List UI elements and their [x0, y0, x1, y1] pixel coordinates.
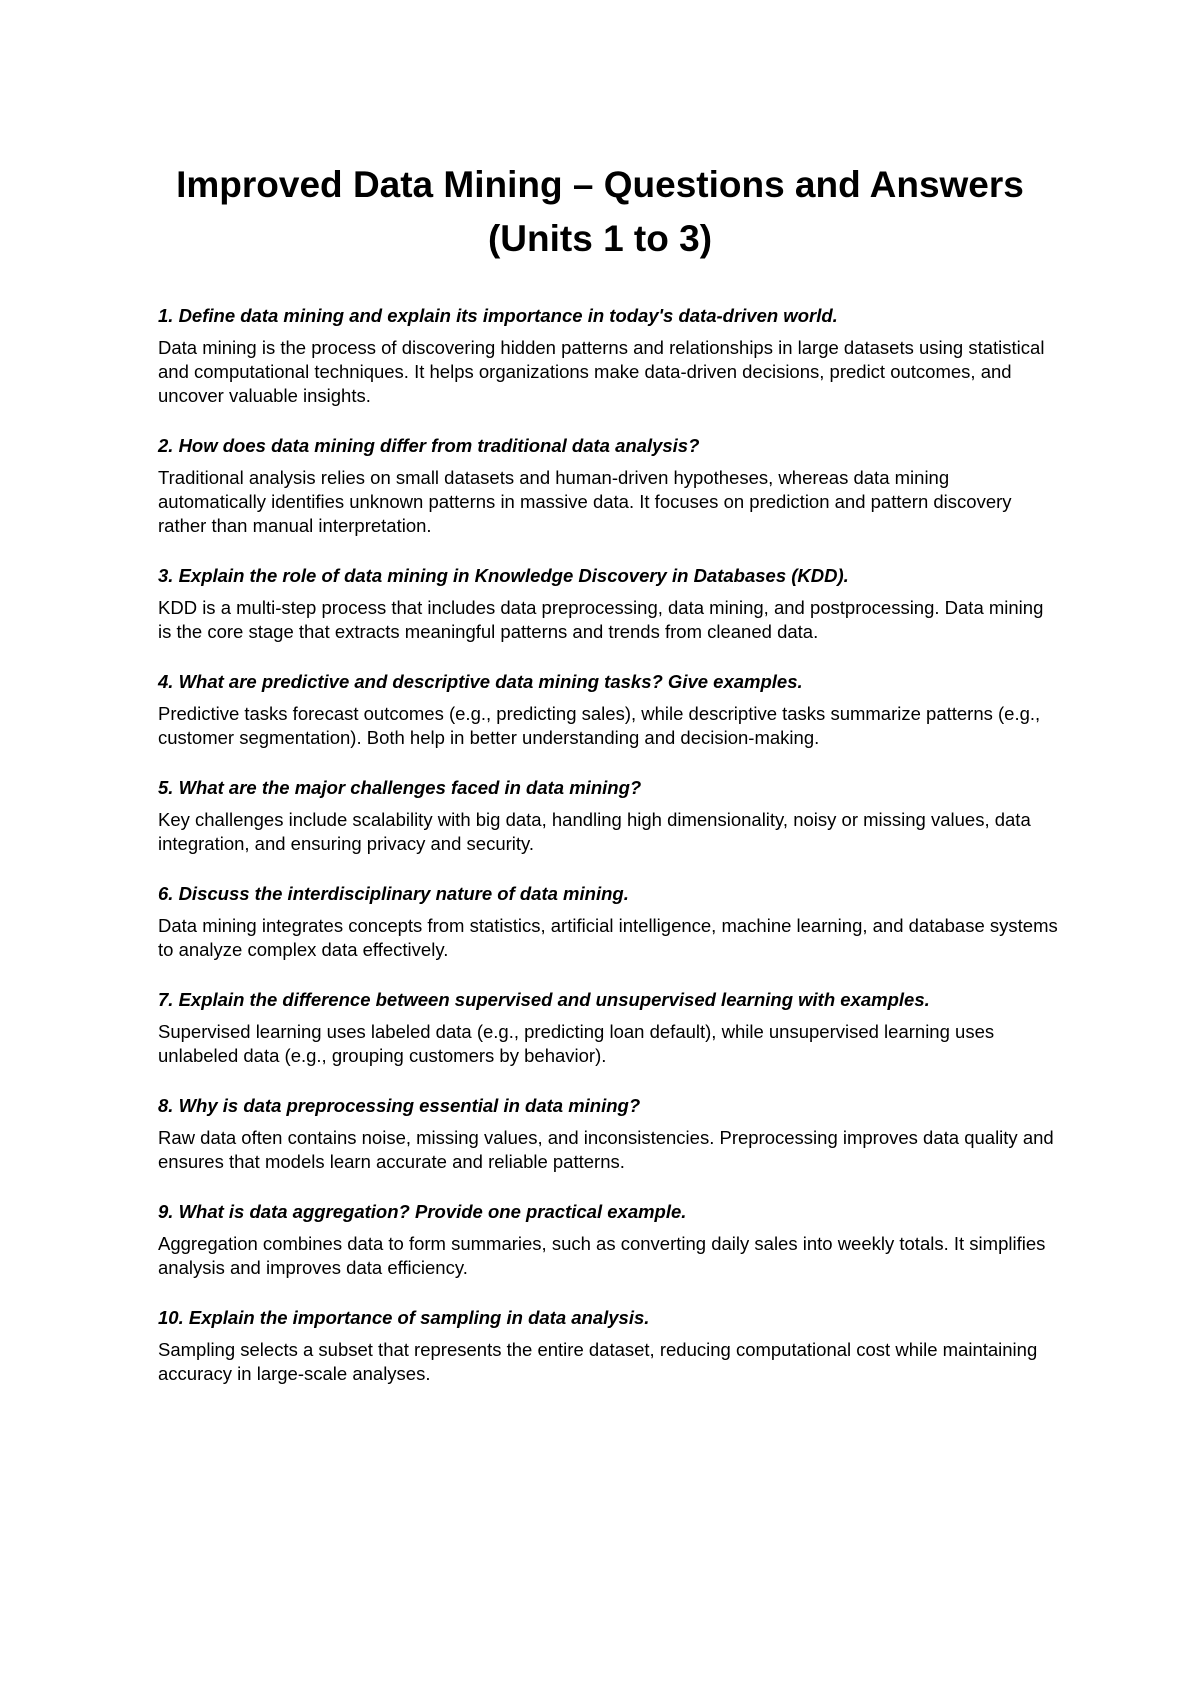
- qa-item: [158, 564, 1058, 644]
- answer: Sampling selects a subset that represents the entire dataset, reducing computational cost while maintaining accuracy in large-scale analyses.: [158, 1339, 1038, 1384]
- qa-item: [158, 304, 1058, 408]
- question: 9. What is data aggregation? Provide one practical example.: [158, 1201, 687, 1222]
- qa-item: [158, 988, 1058, 1068]
- answer: Key challenges include scalability with big data, handling high dimensionality, noisy or missing values, data integration, and ensuring privacy and security.: [158, 809, 1031, 854]
- qa-item: [158, 1306, 1058, 1386]
- qa-item: [158, 882, 1058, 962]
- qa-item: [158, 670, 1058, 750]
- question: 8. Why is data preprocessing essential in data mining?: [158, 1095, 641, 1116]
- qa-item: [158, 776, 1058, 856]
- answer: Raw data often contains noise, missing values, and inconsistencies. Preprocessing improves data quality and ensures that models learn accurate and reliable patterns.: [158, 1127, 1054, 1172]
- question: 6. Discuss the interdisciplinary nature of data mining.: [158, 883, 629, 904]
- answer: Data mining integrates concepts from statistics, artificial intelligence, machine learning, and database systems to analyze complex data effectively.: [158, 915, 1058, 960]
- qa-item: [158, 434, 1058, 538]
- qa-item: [158, 1200, 1058, 1280]
- answer: KDD is a multi-step process that includes data preprocessing, data mining, and postprocessing. Data mining is the core stage that extracts meaningful patterns and trends from cleaned data.: [158, 597, 1044, 642]
- qa-list: [158, 304, 1058, 1412]
- answer: Supervised learning uses labeled data (e.g., predicting loan default), while unsupervised learning uses unlabeled data (e.g., grouping customers by behavior).: [158, 1021, 995, 1066]
- question: 10. Explain the importance of sampling in data analysis.: [158, 1307, 650, 1328]
- answer: Aggregation combines data to form summaries, such as converting daily sales into weekly totals. It simplifies analysis and improves data efficiency.: [158, 1233, 1046, 1278]
- question: 5. What are the major challenges faced in data mining?: [158, 777, 642, 798]
- question: 2. How does data mining differ from traditional data analysis?: [158, 435, 700, 456]
- qa-item: [158, 1094, 1058, 1174]
- answer: Traditional analysis relies on small datasets and human-driven hypotheses, whereas data mining automatically identifies unknown patterns in massive data. It focuses on prediction and pattern discovery rather than manual interpretation.: [158, 467, 1012, 536]
- question: 3. Explain the role of data mining in Knowledge Discovery in Databases (KDD).: [158, 565, 849, 586]
- title-line-2: (Units 1 to 3): [487, 218, 713, 259]
- page-title: [100, 158, 1100, 266]
- question: 1. Define data mining and explain its importance in today's data-driven world.: [158, 305, 838, 326]
- question: 4. What are predictive and descriptive data mining tasks? Give examples.: [158, 671, 803, 692]
- title-line-1: Improved Data Mining – Questions and Answers: [176, 164, 1024, 205]
- answer: Data mining is the process of discovering hidden patterns and relationships in large datasets using statistical and computational techniques. It helps organizations make data-driven decisions, predict outcomes, and uncover valuable insights.: [158, 337, 1045, 406]
- question: 7. Explain the difference between supervised and unsupervised learning with examples.: [158, 989, 930, 1010]
- answer: Predictive tasks forecast outcomes (e.g., predicting sales), while descriptive tasks summarize patterns (e.g., customer segmentation). Both help in better understanding and decision-making.: [158, 703, 1041, 748]
